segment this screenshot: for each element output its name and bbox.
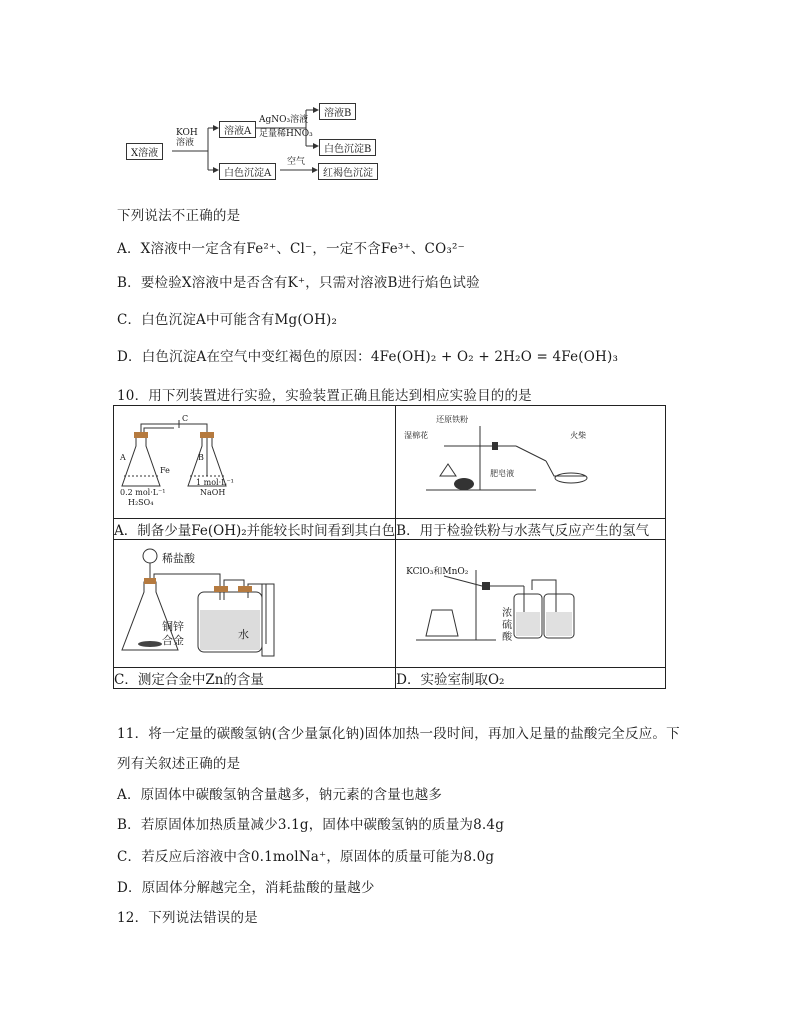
- red-brown-ppt-box: 红褐色沉淀: [318, 163, 378, 180]
- conc-acid-label-3: 酸: [502, 632, 513, 643]
- conc-acid-label-1: 浓: [502, 608, 513, 619]
- q11-stem-line1: 11．将一定量的碳酸氢钠(含少量氯化钠)固体加热一段时间，再加入足量的盐酸完全反应。下: [117, 726, 680, 742]
- q10-apparatus-table: [113, 405, 666, 689]
- cell-c-figure: [114, 540, 396, 668]
- white-ppt-b-box: 白色沉淀B: [319, 139, 376, 156]
- q11-option-b: B．若原固体加热质量减少3.1g，固体中碳酸氢钠的质量为8.4g: [117, 817, 505, 833]
- cell-a-caption: A．制备少量Fe(OH)₂并能较长时间看到其白色: [114, 519, 396, 540]
- q11-stem-line2: 列有关叙述正确的是: [117, 756, 241, 772]
- alloy-label-1: 铜锌: [162, 620, 184, 633]
- alloy-label-2: 合金: [162, 634, 184, 647]
- kclo3-mno2-label: KClO₃和MnO₂: [406, 567, 469, 577]
- q12-stem: 12．下列说法错误的是: [117, 910, 258, 926]
- base-name-label: NaOH: [200, 488, 226, 497]
- koh-label-2: 溶液: [176, 138, 195, 148]
- acid-conc-label: 0.2 mol·L⁻¹: [120, 488, 166, 497]
- conc-acid-label-2: 硫: [502, 620, 513, 631]
- q11-option-c: C．若反应后溶液中含0.1molNa⁺，原固体的质量可能为8.0g: [117, 849, 495, 865]
- soap-label: 肥皂液: [490, 469, 515, 478]
- flow-diagram: [120, 98, 400, 183]
- cell-b-caption: B．用于检验铁粉与水蒸气反应产生的氢气: [396, 519, 666, 540]
- iron-powder-label: 还原铁粉: [436, 415, 469, 424]
- q10-stem: 10．用下列装置进行实验，实验装置正确且能达到相应实验目的的是: [117, 388, 532, 404]
- q9-stem: 下列说法不正确的是: [117, 208, 241, 224]
- fe-label: Fe: [160, 466, 170, 475]
- q9-option-d: D．白色沉淀A在空气中变红褐色的原因：4Fe(OH)₂ + O₂ + 2H₂O = 4Fe(OH)₃: [117, 349, 619, 365]
- q11-option-a: A．原固体中碳酸氢钠含量越多，钠元素的含量也越多: [117, 787, 443, 803]
- koh-label: KOH: [176, 128, 198, 138]
- flask-b-label: B: [198, 453, 204, 462]
- q9-option-c: C．白色沉淀A中可能含有Mg(OH)₂: [117, 312, 338, 328]
- acid-name-label: H₂SO₄: [128, 498, 154, 507]
- clamp-c-label: C: [182, 414, 189, 423]
- hno3-label: 足量稀HNO₃: [259, 129, 313, 139]
- agno3-label: AgNO₃溶液: [259, 115, 309, 125]
- match-label: 火柴: [570, 431, 587, 440]
- cell-d-figure: [396, 540, 666, 668]
- apparatus-c-drawing: [114, 540, 383, 667]
- apparatus-a-drawing: [114, 406, 383, 518]
- q9-option-b: B．要检验X溶液中是否含有K⁺，只需对溶液B进行焰色试验: [117, 275, 480, 291]
- q9-option-a: A．X溶液中一定含有Fe²⁺、Cl⁻，一定不含Fe³⁺、CO₃²⁻: [117, 241, 465, 257]
- cell-a-figure: [114, 406, 396, 519]
- solution-a-box: 溶液A: [219, 121, 256, 138]
- dilute-hcl-label: 稀盐酸: [162, 552, 195, 565]
- cell-b-figure: [396, 406, 666, 519]
- base-conc-label: 1 mol·L⁻¹: [196, 478, 234, 487]
- q11-option-d: D．原固体分解越完全，消耗盐酸的量越少: [117, 880, 375, 896]
- apparatus-d-drawing: [396, 540, 665, 667]
- wet-cotton-label: 湿棉花: [404, 431, 429, 440]
- water-label: 水: [238, 628, 249, 641]
- cell-d-caption: D．实验室制取O₂: [396, 668, 666, 689]
- x-solution-box: X溶液: [126, 143, 163, 160]
- solution-b-box: 溶液B: [319, 103, 356, 120]
- flask-a-label: A: [120, 453, 126, 462]
- cell-c-caption: C．测定合金中Zn的含量: [114, 668, 396, 689]
- air-label: 空气: [287, 157, 306, 167]
- white-ppt-a-box: 白色沉淀A: [219, 163, 276, 180]
